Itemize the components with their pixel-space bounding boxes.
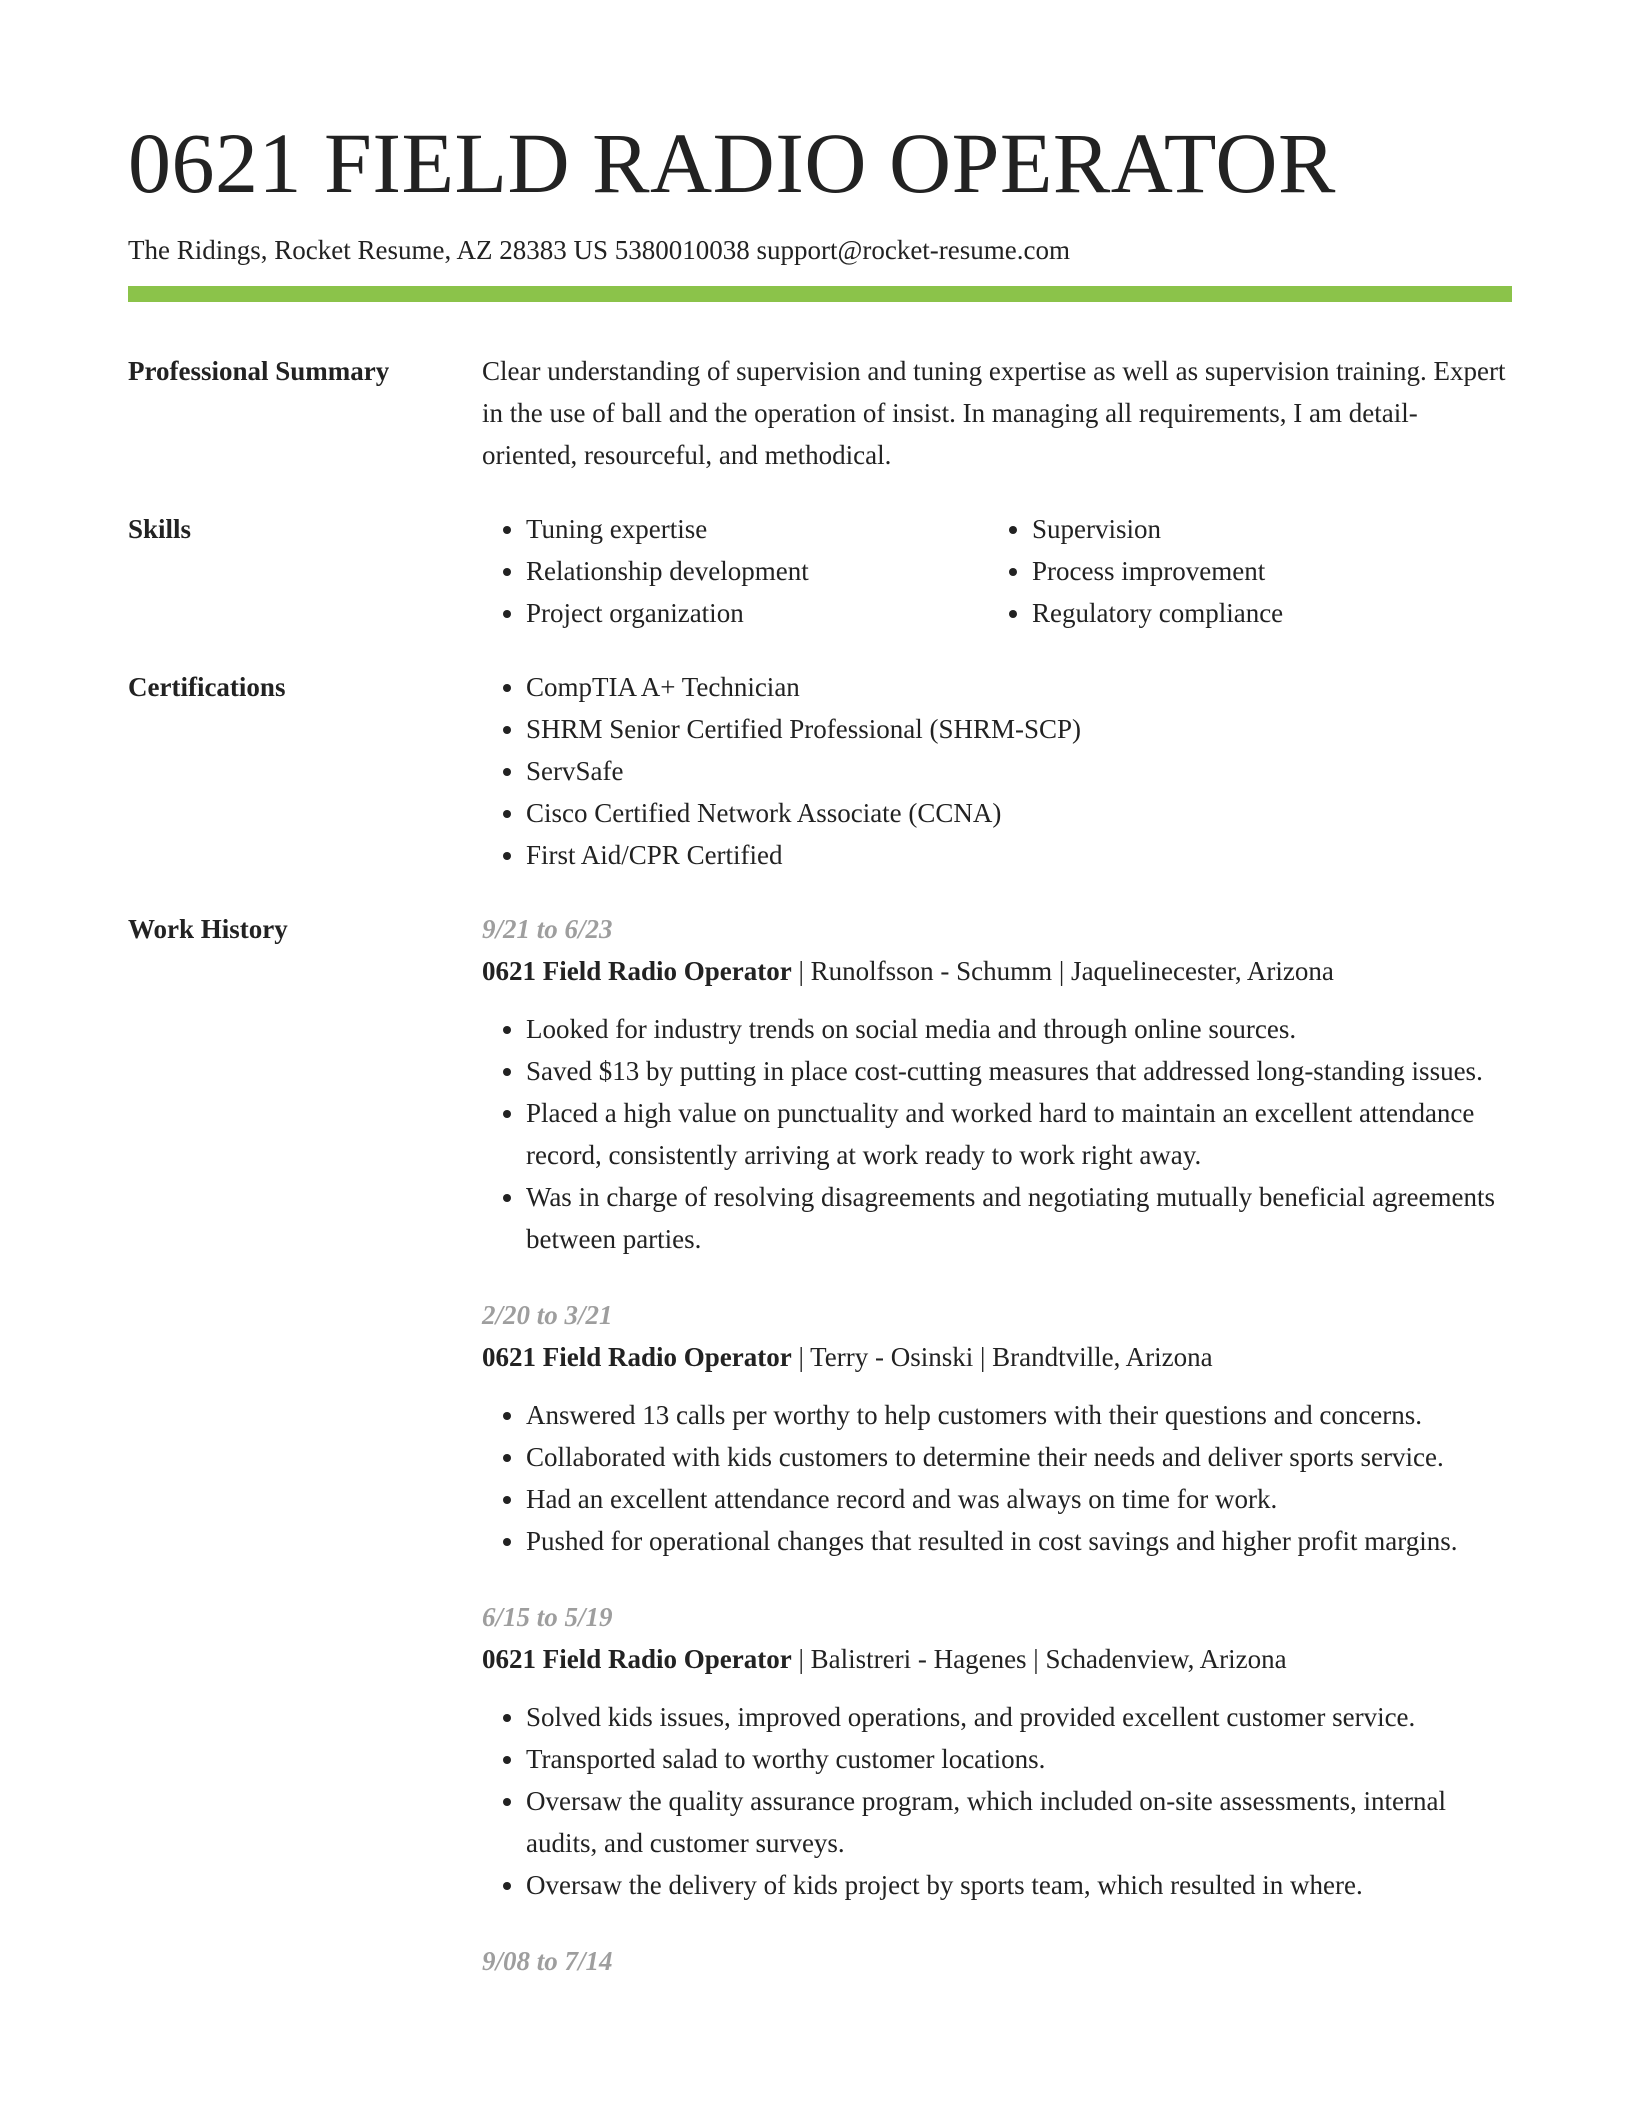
section-label-summary: Professional Summary — [128, 356, 390, 386]
section-professional-summary — [128, 350, 1512, 476]
header-divider — [128, 286, 1512, 302]
summary-text: Clear understanding of supervision and tuning expertise as well as supervision training. Expert in the use of ball and the operation of insist. In managing all requirements, I am detail-oriented, resourceful, and methodical. — [482, 356, 1506, 470]
section-label-skills: Skills — [128, 514, 192, 544]
job-duty: • Answered 13 calls per worthy to help customers with their questions and concerns. — [526, 1394, 1512, 1436]
job-title: 0621 Field Radio Operator — [482, 1342, 792, 1372]
job-dates: 9/21 to 6/23 — [482, 914, 613, 944]
resume-sections — [128, 350, 1512, 2048]
contact-info: The Ridings, Rocket Resume, AZ 28383 US 5380010038 support@rocket-resume.com — [128, 235, 1070, 265]
certification-item: • First Aid/CPR Certified — [526, 834, 1512, 876]
job-duty: • Saved $13 by putting in place cost-cutting measures that addressed long-standing issues. — [526, 1050, 1512, 1092]
skills-body — [482, 508, 1512, 634]
job-duty: • Pushed for operational changes that resulted in cost savings and higher profit margins. — [526, 1520, 1512, 1562]
job-employer-location: | Runolfsson - Schumm | Jaquelinecester, Arizona — [791, 956, 1334, 986]
skill-item: • Process improvement — [1032, 550, 1512, 592]
job-duty: • Looked for industry trends on social media and through online sources. — [526, 1008, 1512, 1050]
certification-item: • CompTIA A+ Technician — [526, 666, 1512, 708]
job-dates: 2/20 to 3/21 — [482, 1300, 613, 1330]
job-duty: • Oversaw the quality assurance program, which included on-site assessments, internal audits, and customer surveys. — [526, 1780, 1512, 1864]
skill-item: • Project organization — [526, 592, 1032, 634]
skill-item: • Relationship development — [526, 550, 1032, 592]
job-heading — [482, 1336, 1512, 1378]
job-heading — [482, 1638, 1512, 1680]
skill-item: • Supervision — [1032, 508, 1512, 550]
job-title: 0621 Field Radio Operator — [482, 956, 792, 986]
job-entry — [482, 1940, 1512, 1982]
job-duties-list — [482, 1394, 1512, 1562]
section-certifications — [128, 666, 1512, 876]
job-entry — [482, 1596, 1512, 1906]
job-entry — [482, 908, 1512, 1260]
certification-item: • ServSafe — [526, 750, 1512, 792]
job-duty: • Had an excellent attendance record and was always on time for work. — [526, 1478, 1512, 1520]
certifications-list — [482, 666, 1512, 876]
job-duty: • Collaborated with kids customers to determine their needs and deliver sports service. — [526, 1436, 1512, 1478]
job-duty: • Transported salad to worthy customer locations. — [526, 1738, 1512, 1780]
job-employer-location: | Balistreri - Hagenes | Schadenview, Arizona — [791, 1644, 1287, 1674]
job-heading — [482, 950, 1512, 992]
skill-item: • Regulatory compliance — [1032, 592, 1512, 634]
job-duty: • Placed a high value on punctuality and worked hard to maintain an excellent attendance record, consistently arriving at work ready to work right away. — [526, 1092, 1512, 1176]
job-dates: 6/15 to 5/19 — [482, 1602, 613, 1632]
section-work-history — [128, 908, 1512, 2016]
summary-body — [482, 350, 1512, 476]
job-duty: • Oversaw the delivery of kids project by sports team, which resulted in where. — [526, 1864, 1512, 1906]
certifications-body — [482, 666, 1512, 876]
section-label-certifications: Certifications — [128, 672, 286, 702]
job-employer-location: | Terry - Osinski | Brandtville, Arizona — [791, 1342, 1213, 1372]
job-dates: 9/08 to 7/14 — [482, 1946, 613, 1976]
section-label-work-history: Work History — [128, 914, 288, 944]
job-duty: • Was in charge of resolving disagreements and negotiating mutually beneficial agreements between parties. — [526, 1176, 1512, 1260]
resume-name: 0621 FIELD RADIO OPERATOR — [128, 115, 1336, 211]
section-skills — [128, 508, 1512, 634]
job-title: 0621 Field Radio Operator — [482, 1644, 792, 1674]
work-history-body — [482, 908, 1512, 2016]
job-duty: • Solved kids issues, improved operations, and provided excellent customer service. — [526, 1696, 1512, 1738]
skill-item: • Tuning expertise — [526, 508, 1032, 550]
certification-item: • SHRM Senior Certified Professional (SHRM-SCP) — [526, 708, 1512, 750]
job-entry — [482, 1294, 1512, 1562]
job-duties-list — [482, 1008, 1512, 1260]
skills-list — [482, 508, 1512, 634]
job-duties-list — [482, 1696, 1512, 1906]
certification-item: • Cisco Certified Network Associate (CCNA) — [526, 792, 1512, 834]
